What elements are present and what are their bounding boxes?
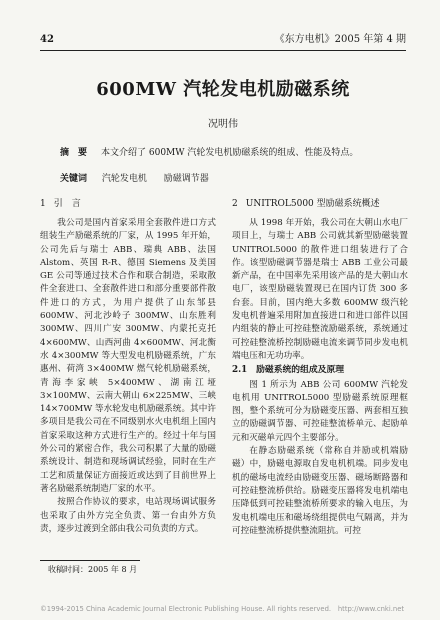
paragraph: 图 1 所示为 ABB 公司 600MW 汽轮发电机用 UNITROL5000 型励磁系统原理框图，整个系统可分为励磁变压器、两套相互独立的励磁调节器、可控硅整流桥单元、起励单元和灭磁单元四个主要部分。 [232,379,408,443]
header-rule [40,50,406,51]
abstract-text: 本文介绍了 600MW 汽轮发电机励磁系统的组成、性能及特点。 [101,148,359,158]
abstract [60,147,400,160]
paragraph: 按照合作协议的要求，电站现场调试服务也采取了由外方完全负责、第一台由外方负责，逐步过渡到全部由我公司负责的方式。 [40,497,216,534]
received-date: 收稿时间：2005 年 8 月 [48,565,138,574]
subsection-heading: 2.1 励磁系统的组成及原理 [232,365,345,376]
article-title: 600MW 汽轮发电机励磁系统 [96,79,350,100]
section-number: 2 [232,199,238,209]
article-author: 况明伟 [208,119,238,130]
copyright-notice: ©1994-2015 China Academic Journal Electronic Publishing House. All rights reserved. http://www.cnki.net [40,605,405,613]
footnote-rule [40,560,140,561]
page-number: 42 [40,34,54,45]
abstract-label: 摘 要 [60,148,88,158]
keyword: 励磁调节器 [163,174,209,184]
left-column [40,198,216,536]
section-title: UNITROL5000 型励磁系统概述 [245,199,380,209]
keywords [60,173,400,186]
paragraph: 在静态励磁系统（常称自并励或机端励磁）中，励磁电源取自发电机机端。同步发电机的磁场电流经由励磁变压器、磁场断路器和可控硅整流桥供给。励磁变压器将发电机端电压降低到可控硅整流桥所要求的输入电压，为发电机端电压和磁场绕组提供电气隔离，并为可控硅整流桥提供整流阻抗。可控 [232,446,408,536]
keyword: 汽轮发电机 [101,174,147,184]
section-number: 1 [40,199,46,209]
section-heading [40,198,216,211]
section-title: 引 言 [53,199,81,209]
page-header [40,33,406,47]
paragraph: 从 1998 年开始，我公司在大朝山水电厂项目上，与瑞士 ABB 公司就其新型励磁装置 UNITROL5000 的散件进口组装进行了合作。该型励磁调节器是瑞士 ABB 工业公司最新产品，在中国率先采用该产品的是大朝山水电厂，该型励磁装置现已在国内订货 300 多台套。目前，国内绝大多数 600MW 级汽轮发电机普遍采用附加直接进口和进口部件以国内组装的静止可控硅整流励磁系统，系统通过可控硅整流桥控制励磁电流来调节同步发电机端电压和无功功率。 [232,218,408,361]
keywords-label: 关键词 [60,174,88,184]
paragraph: 我公司是国内首家采用全套散件进口方式组装生产励磁系统的厂家，从 1995 年开始，公司先后与瑞士 ABB、瑞典 ABB、法国 Alstom、英国 R-R、德国 Siemens 及美国 GE 公司等通过技术合作和联合制造，采取散件全套进口、全套散件进口和部分重要部件散件进口的方式，为用户提供了山东邹县 600MW、河北沙岭子 300MW、山东胜利 300MW、四川广安 300MW、内蒙托克托 4×600MW、山西河曲 4×600MW、河北衡水 4×300MW 等大型发电机励磁系统，广东惠州、荷湾 3×400MW 燃气轮机励磁系统，青海李家峡 5×400MW、湖南江垭 3×100MW、云南大朝山 6×225MW、三峡 14×700MW 等水轮发电机励磁系统。其中许多项目是我公司在不同级别水火电机组上国内首家采取这种方式进行生产的。经过十年与国外公司的紧密合作，我公司积累了大量的励磁系统设计、制造和现场调试经验，同时在生产工艺和质量保证方面接近或达到了目前世界上著名励磁系统制造厂家的水平。 [40,218,216,494]
section-heading [232,198,408,211]
right-column [232,198,408,538]
journal-name: 《东方电机》2005 年第 4 期 [274,34,406,45]
